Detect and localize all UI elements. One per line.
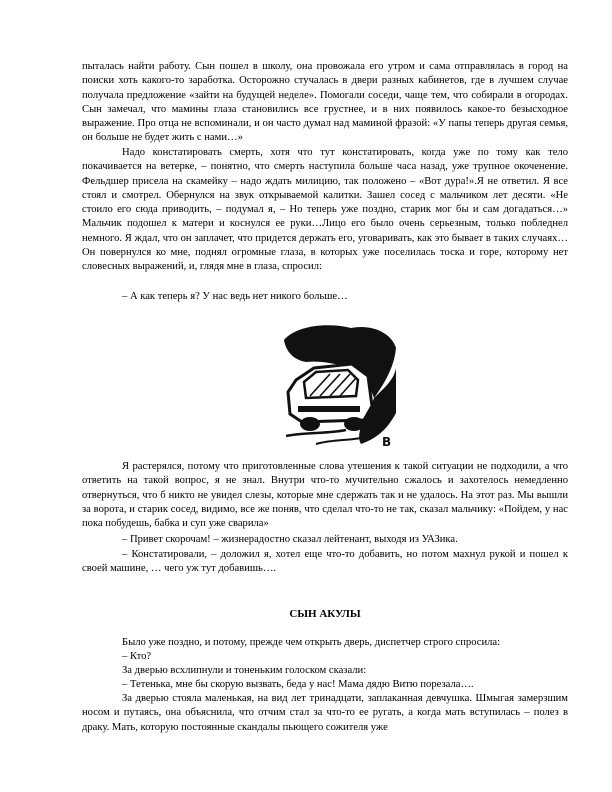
section-heading: СЫН АКУЛЫ [289, 608, 361, 620]
paragraph-7: Было уже поздно, и потому, прежде чем открыть дверь, диспетчер строго спросила: [122, 637, 501, 648]
paragraph-8: – Кто? [122, 651, 152, 662]
paragraph-5: – Привет скорочам! – жизнерадостно сказал лейтенант, выходя из УАЗика. [122, 534, 458, 545]
paragraph-10: – Тетенька, мне бы скорую вызвать, беда у нас! Мама дядю Витю порезала…. [122, 679, 474, 690]
paragraph-4: Я растерялся, потому что приготовленные слова утешения к такой ситуации не подходили, а что ответить на такой вопрос, я не знал. Внутри что-то мучительно сжалось и захотелось немедленно отвернуться, что б никто не увидел слезы, которые мне сдержать так и не удалось. На этот раз. Мы вышли за ворота, и старик сосед, видимо, все же поняв, что сделал что-то не так, сказал мальчику: «Пойдем, у нас пока побудешь, бабка и суп уже сварила» [82, 461, 568, 530]
paragraph-9: За дверью всхлипнули и тоненьким голоском сказали: [122, 665, 367, 676]
paragraph-11: За дверью стояла маленькая, на вид лет тринадцати, заплаканная девчушка. Шмыгая замерзшим носом и путаясь, она объяснила, что отчим стал за что-то ее ругать, а когда мать вступилась – полез в драку. Мать, которую постоянные скандалы пьющего сожителя уже [82, 693, 568, 733]
paragraph-3: – А как теперь я? У нас ведь нет никого больше… [122, 291, 348, 302]
svg-text:В: В [382, 435, 392, 449]
paragraph-6: – Констатировали, – доложил я, хотел еще что-то добавить, но потом махнул рукой и пошел к своей машине, … чего уж тут добавишь…. [82, 549, 568, 575]
paragraph-1: пыталась найти работу. Сын пошел в школу, она провожала его утром и сама отправлялась в город на поиски хоть какого-то заработка. Осторожно стучалась в двери разных кабинетов, где в лучшем случае получала предложение «зайти на будущей неделе». Помогали соседи, чаще тем, что собирали в огородах. Сын замечал, что мамины глаза становились все грустнее, и в них появилось какое-то безысходное выражение. Про отца не вспоминали, и он часто думал над маминой фразой: «У папы теперь другая семья, он больше не будет жить с нами…» [82, 61, 568, 144]
paragraph-2: Надо констатировать смерть, хотя что тут констатировать, когда уже по тому как тело покачивается на ветерке, – понятно, что смерть наступила больше часа назад, уже трупное окоченение. Фельдшер присела на скамейку – надо ждать милицию, так положено – «Вот дура!».Я не ответил. Я все стоял и смотрел. Обернулся на звук открываемой калитки. Зашел сосед с мальчиком лет десяти. «Не стоило его сюда приводить, – подумал я, – Но теперь уже поздно, старик мог бы и сам догадаться…» Мальчик подошел к матери и коснулся ее руки…Лицо его было очень серьезным, только побледнел немного. Я ждал, что он заплачет, что придется держать его, уговаривать, как это бывает в таких случаях… Он повернулся ко мне, поднял огромные глаза, в которых уже поселилась тоска и горе, которому нет словесных выражений, и, глядя мне в глаза, спросил: [82, 147, 568, 273]
ink-illustration-car [256, 318, 406, 452]
